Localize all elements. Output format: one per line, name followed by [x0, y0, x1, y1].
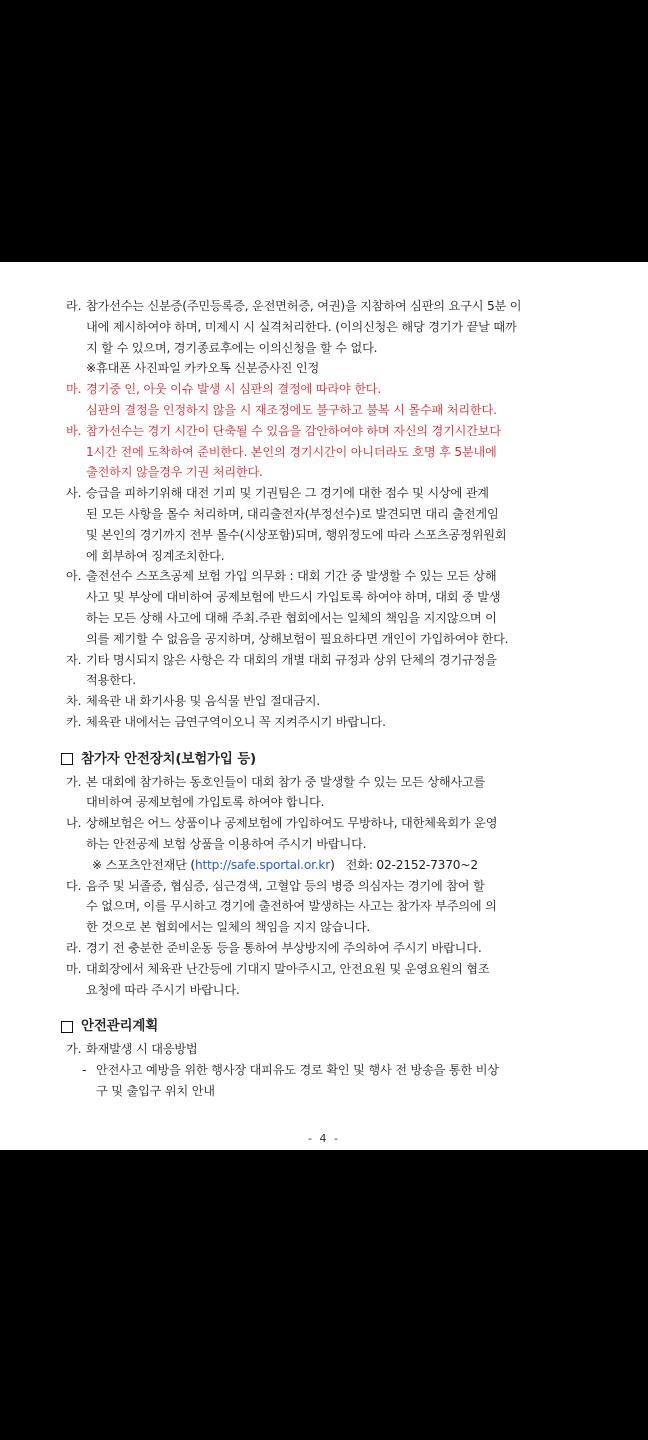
- item-line: 심판의 결정을 인정하지 않을 시 재조정에도 불구하고 불복 시 몰수패 처리한다.: [86, 402, 497, 417]
- item-marker: 라.: [66, 299, 82, 313]
- item-marker: 바.: [66, 423, 82, 438]
- rule-item-ja: [66, 650, 592, 692]
- heading-text: 안전관리계획: [81, 1018, 159, 1035]
- note-line: ※휴대폰 사진파일 카카오톡 신분증사진 인정: [86, 361, 320, 376]
- item-line: 상해보험은 어느 상품이나 공제보험에 가입하여도 무방하나, 대한체육회가 운영: [86, 816, 498, 831]
- item-line: 내에 제시하여야 하며, 미제시 시 실격처리한다. (이의신청은 해당 경기가 끝날 때까: [86, 319, 517, 334]
- item-line: 음주 및 뇌졸증, 협심증, 심근경색, 고혈압 등의 병증 의심자는 경기에 참여 할: [86, 878, 485, 893]
- item-line: 요청에 따라 주시기 바랍니다.: [86, 982, 240, 997]
- item-line: 및 본인의 경기까지 전부 몰수(시상포함)되며, 행위정도에 따라 스포츠공정위원회: [86, 527, 507, 542]
- item-line: 한 것으로 본 협회에서는 일체의 책임을 지지 않습니다.: [86, 920, 371, 935]
- item-line: 화재발생 시 대응방법: [86, 1042, 198, 1057]
- item-line: 본 대회에 참가하는 동호인들이 대회 참가 중 발생할 수 있는 모든 상해사고를: [86, 774, 486, 789]
- item-line: 하는 안전공제 보험 상품을 이용하여 주시기 바랍니다.: [86, 836, 367, 851]
- item-line: 출전선수 스포츠공제 보험 가입 의무화 : 대회 기간 중 발생할 수 있는 모든 상해: [86, 569, 497, 584]
- item-line: 구 및 출입구 위치 안내: [96, 1083, 215, 1098]
- item-marker: 마.: [66, 961, 82, 976]
- checkbox-square-icon: [61, 753, 73, 765]
- item-marker: 카.: [66, 714, 82, 729]
- contact-note-suffix: ) 전화: 02-2152-7370~2: [330, 857, 478, 872]
- item-line: 체육관 내 화기사용 및 음식물 반입 절대금지.: [86, 694, 321, 709]
- safety-foundation-link[interactable]: http://safe.sportal.or.kr: [194, 857, 331, 872]
- item-marker: 가.: [66, 774, 82, 789]
- safety-item-da: [66, 876, 592, 938]
- document-page: [0, 262, 648, 1150]
- safety-item-na: [66, 813, 592, 875]
- item-marker: 마.: [66, 382, 82, 397]
- item-marker: 라.: [66, 940, 82, 955]
- rule-item-a: [66, 566, 592, 649]
- safety-item-ga: [66, 772, 592, 814]
- contact-note: [86, 855, 592, 876]
- item-line: 체육관 내에서는 금연구역이오니 꼭 지켜주시기 바랍니다.: [86, 714, 386, 729]
- item-line: 적용한다.: [86, 673, 136, 688]
- section-heading-safety-plan: [61, 1016, 592, 1037]
- item-line: 수 없으며, 이를 무시하고 경기에 출전하여 발생하는 사고는 참가자 부주의에 의: [86, 899, 497, 914]
- plan-dash-item: [66, 1060, 592, 1102]
- item-line: 참가선수는 경기 시간이 단축될 수 있음을 감안하여야 하며 자신의 경기시간보다: [86, 423, 501, 438]
- item-line: 된 모든 사항을 몰수 처리하며, 대리출전자(부정선수)로 발견되면 대리 출전게임: [86, 506, 499, 521]
- item-marker: 사.: [66, 486, 82, 501]
- page-number: - 4 -: [308, 1132, 340, 1145]
- rule-item-ka: [66, 712, 592, 733]
- rule-item-cha: [66, 691, 592, 712]
- heading-text: 참가자 안전장치(보험가입 등): [81, 750, 257, 767]
- item-line: 기타 명시되지 않은 사항은 각 대회의 개별 대회 규정과 상위 단체의 경기규정을: [86, 652, 497, 667]
- safety-item-ma: [66, 959, 592, 1001]
- item-line: 승급을 피하기위해 대전 기피 및 기권팀은 그 경기에 대한 점수 및 시상에 관계: [86, 486, 489, 501]
- contact-note-prefix: ※ 스포츠안전재단 (: [92, 857, 195, 872]
- item-line: 대비하여 공제보험에 가입토록 하여야 합니다.: [86, 795, 325, 810]
- rule-item-ba: [66, 421, 592, 483]
- plan-item-ga: [66, 1039, 592, 1060]
- item-line: 에 회부하여 징계조치한다.: [86, 548, 225, 563]
- item-line: 출전하지 않을경우 기권 처리한다.: [86, 465, 263, 480]
- item-line: 경기 전 충분한 준비운동 등을 통하여 부상방지에 주의하여 주시기 바랍니다.: [86, 940, 482, 955]
- item-line: 사고 및 부상에 대비하여 공제보험에 반드시 가입토록 하여야 하며, 대회 중 발생: [86, 590, 501, 605]
- item-line: 의를 제기할 수 없음을 공지하며, 상해보험이 필요하다면 개인이 가입하여야 한다.: [86, 631, 509, 646]
- item-marker: 가.: [66, 1042, 82, 1057]
- rule-item-ra: [66, 296, 592, 358]
- item-marker: 차.: [66, 694, 82, 709]
- item-line: 하는 모든 상해 사고에 대해 주최.주관 협회에서는 일체의 책임을 지지않으며 이: [86, 610, 497, 625]
- dash-marker: -: [82, 1062, 87, 1077]
- item-line: 참가선수는 신분증(주민등록증, 운전면허증, 여권)을 지참하여 심판의 요구시 5분 이: [86, 299, 522, 313]
- item-line: 지 할 수 있으며, 경기종료후에는 이의신청을 할 수 없다.: [86, 340, 378, 355]
- item-marker: 다.: [66, 878, 82, 893]
- rule-item-ma: [66, 379, 592, 421]
- item-marker: 나.: [66, 816, 82, 831]
- section-heading-safety-measures: [61, 749, 592, 770]
- rule-item-sa: [66, 483, 592, 566]
- item-marker: 자.: [66, 652, 82, 667]
- checkbox-square-icon: [61, 1021, 73, 1033]
- safety-item-ra: [66, 938, 592, 959]
- item-line: 경기중 인, 아웃 이슈 발생 시 심판의 결정에 따라야 한다.: [86, 382, 382, 397]
- item-line: 대회장에서 체육관 난간등에 기대지 말아주시고, 안전요원 및 운영요원의 협조: [86, 961, 490, 976]
- document-content: [66, 296, 592, 1101]
- item-marker: 아.: [66, 569, 82, 584]
- id-photo-note: [66, 358, 592, 379]
- item-line: 안전사고 예방을 위한 행사장 대피유도 경로 확인 및 행사 전 방송을 통한 비상: [96, 1062, 499, 1077]
- item-line: 1시간 전에 도착하여 준비한다. 본인의 경기시간이 아니더라도 호명 후 5분내에: [86, 444, 497, 459]
